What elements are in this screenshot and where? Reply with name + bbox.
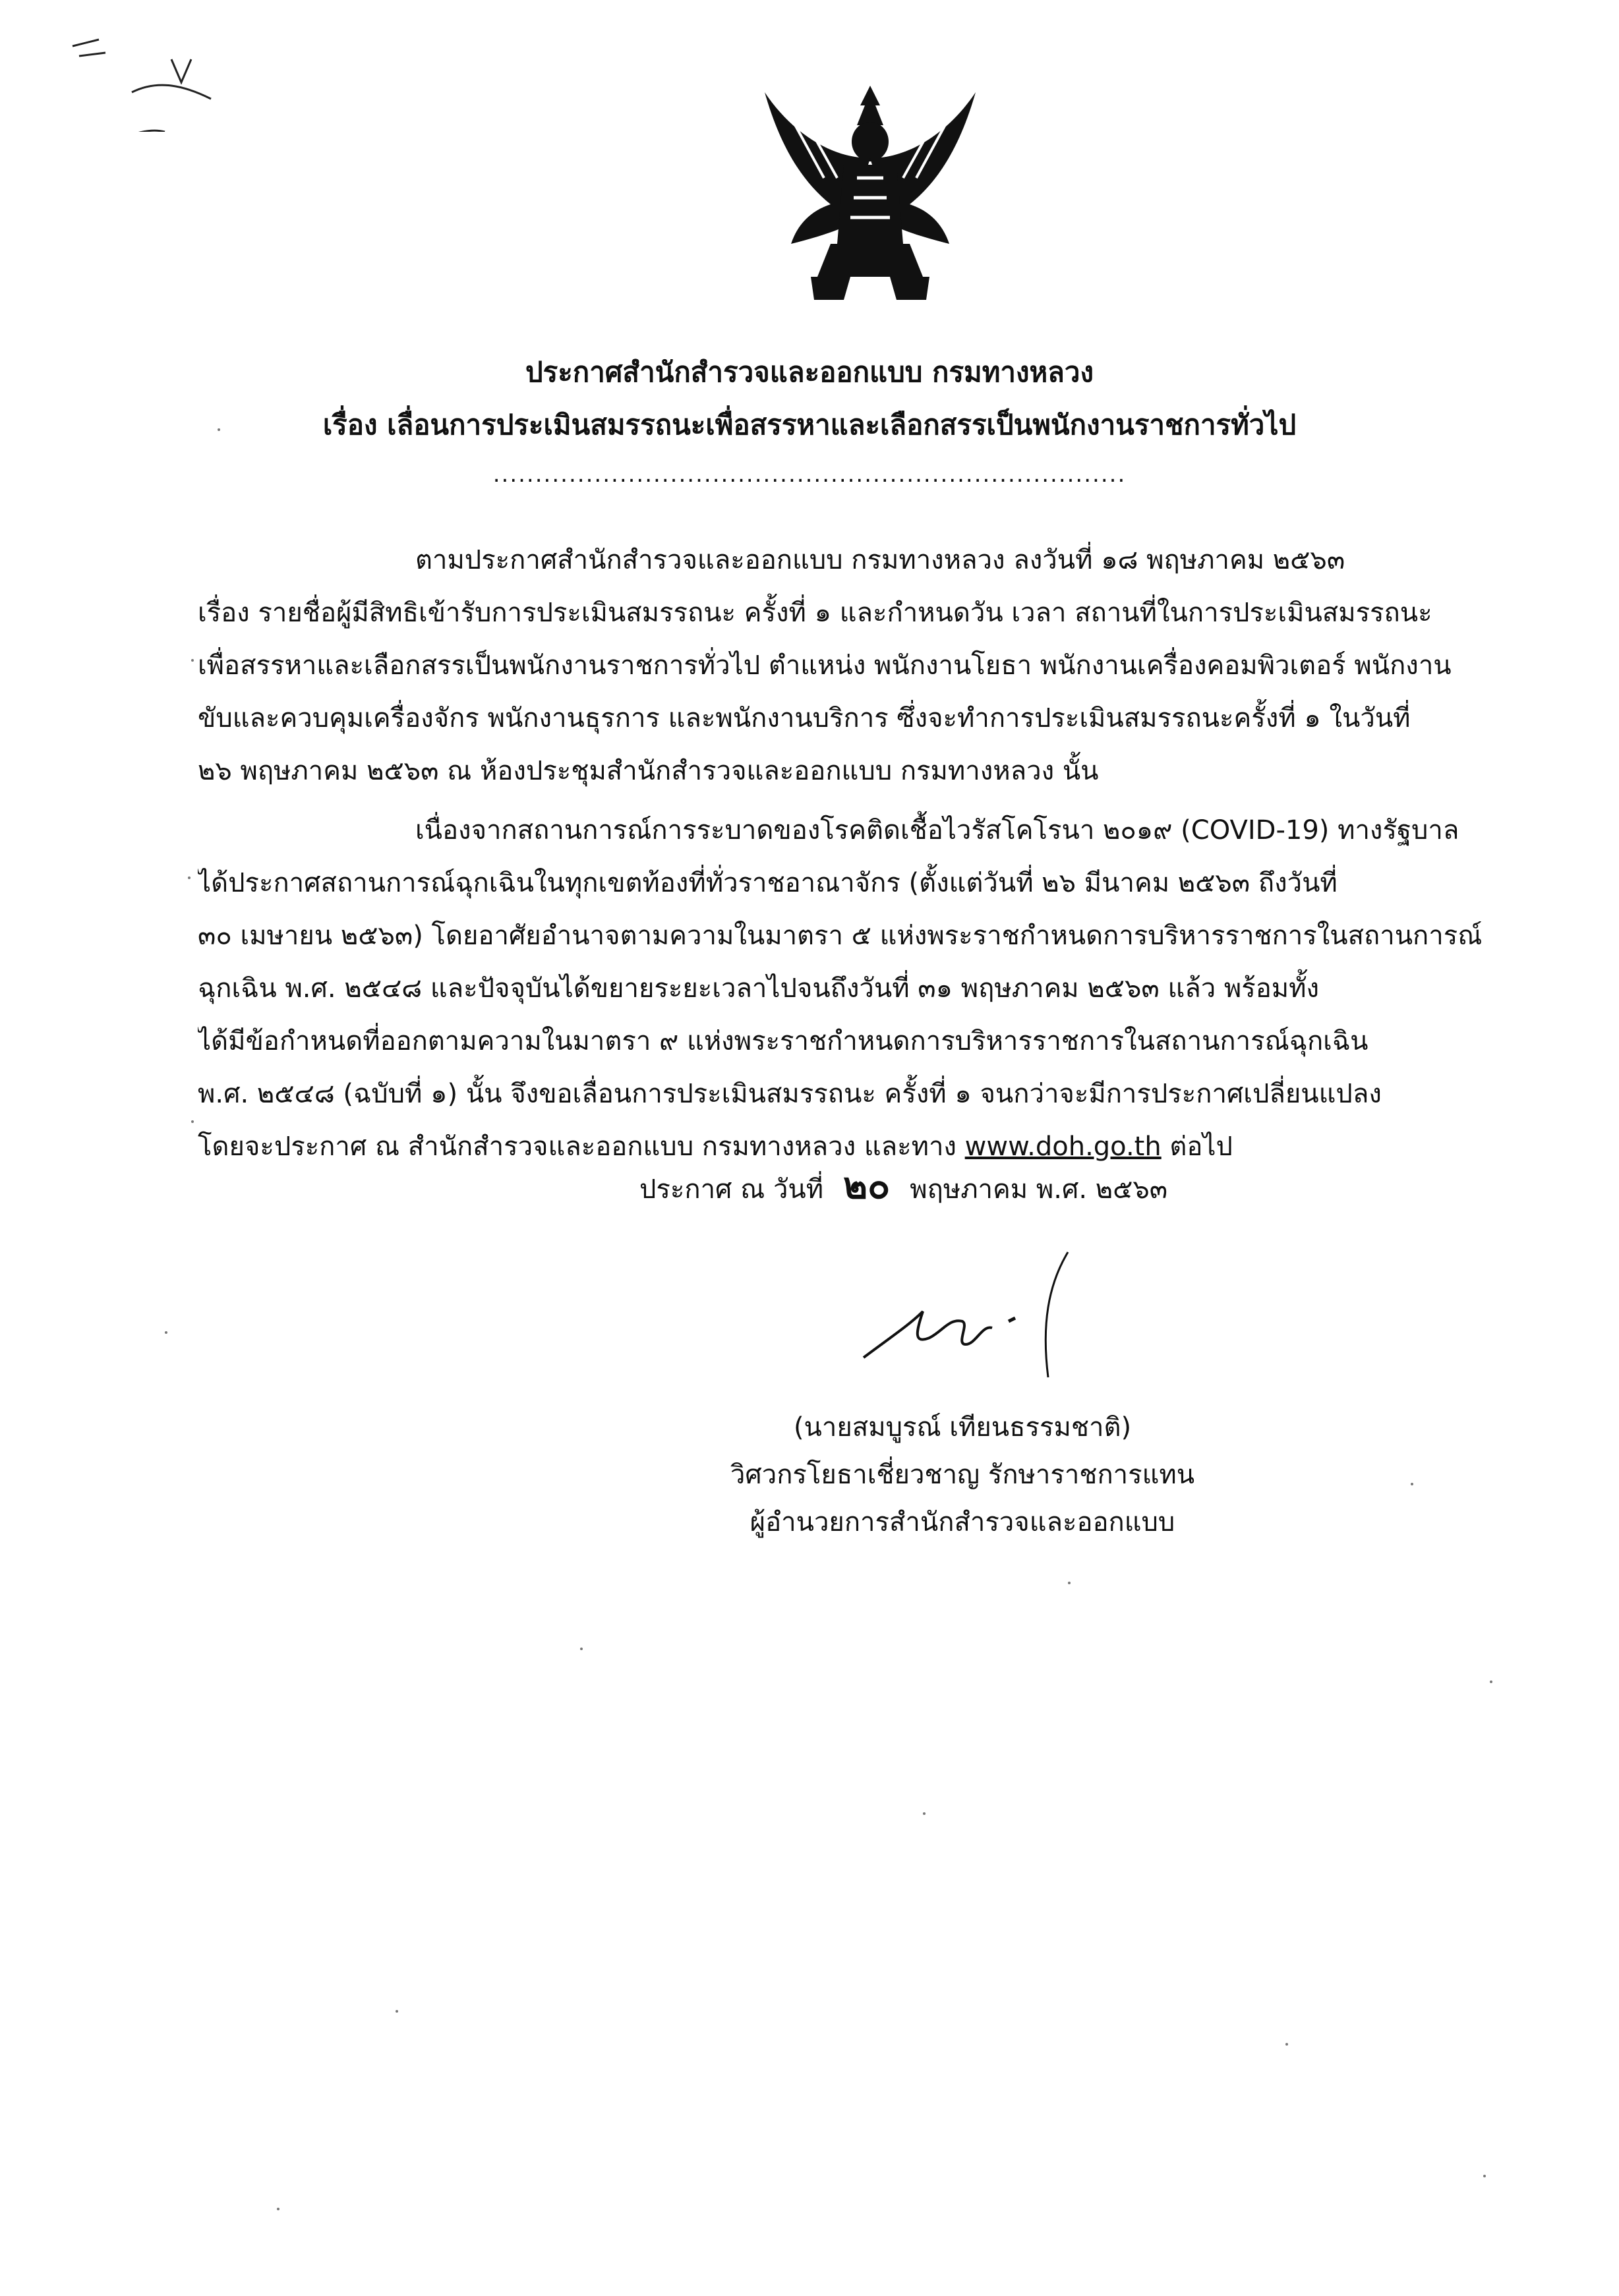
scan-speck bbox=[580, 1648, 583, 1650]
scan-speck bbox=[1285, 2043, 1288, 2046]
scan-speck bbox=[218, 428, 220, 431]
announcement-title: ประกาศสำนักสำรวจและออกแบบ กรมทางหลวง bbox=[525, 356, 1094, 388]
paragraph-2-text: โดยจะประกาศ ณ สำนักสำรวจและออกแบบ กรมทางหลวง และทาง bbox=[198, 1132, 965, 1162]
paragraph-1-line: ตามประกาศสำนักสำรวจและออกแบบ กรมทางหลวง ลงวันที่ ๑๘ พฤษภาคม ๒๕๖๓ bbox=[415, 545, 1345, 575]
paragraph-2-line: ได้ประกาศสถานการณ์ฉุกเฉินในทุกเขตท้องที่ทั่วราชอาณาจักร (ตั้งแต่วันที่ ๒๖ มีนาคม ๒๕๖๓ ถึงวันที่ bbox=[198, 868, 1338, 898]
date-prefix: ประกาศ ณ วันที่ bbox=[639, 1174, 824, 1205]
announcement-date bbox=[639, 1166, 1167, 1209]
signer-position: วิศวกรโยธาเชี่ยวชาญ รักษาราชการแทน bbox=[730, 1460, 1195, 1490]
website-link[interactable]: www.doh.go.th bbox=[964, 1132, 1162, 1162]
announcement-subject: เรื่อง เลื่อนการประเมินสมรรถนะเพื่อสรรหาและเลือกสรรเป็นพนักงานราชการทั่วไป bbox=[322, 409, 1297, 441]
handwritten-mark bbox=[59, 20, 231, 132]
scan-speck bbox=[1068, 1582, 1071, 1584]
scan-speck bbox=[923, 1812, 926, 1815]
paragraph-2-line: เนื่องจากสถานการณ์การระบาดของโรคติดเชื้อไวรัสโคโรนา ๒๐๑๙ (COVID-19) ทางรัฐบาล bbox=[415, 815, 1459, 846]
scan-speck bbox=[1490, 1680, 1492, 1683]
paragraph-1-line: ๒๖ พฤษภาคม ๒๕๖๓ ณ ห้องประชุมสำนักสำรวจและออกแบบ กรมทางหลวง นั้น bbox=[198, 756, 1099, 786]
signer-name: (นายสมบูรณ์ เทียนธรรมชาติ) bbox=[793, 1412, 1132, 1443]
garuda-emblem bbox=[751, 79, 989, 303]
paragraph-2-text: ต่อไป bbox=[1161, 1132, 1233, 1162]
title-separator: ........................................................................... bbox=[492, 461, 1127, 488]
paragraph-2-line: ๓๐ เมษายน ๒๕๖๓) โดยอาศัยอำนาจตามความในมาตรา ๕ แห่งพระราชกำหนดการบริหารราชการในสถานการณ์ bbox=[198, 921, 1483, 951]
paragraph-2 bbox=[198, 804, 1503, 1173]
scan-speck bbox=[191, 659, 194, 662]
paragraph-2-line: ฉุกเฉิน พ.ศ. ๒๕๔๘ และปัจจุบันได้ขยายระยะเวลาไปจนถึงวันที่ ๓๑ พฤษภาคม ๒๕๖๓ แล้ว พร้อมทั้ง bbox=[198, 973, 1320, 1004]
scan-speck bbox=[1411, 1483, 1413, 1485]
paragraph-1-line: ขับและควบคุมเครื่องจักร พนักงานธุรการ และพนักงานบริการ ซึ่งจะทำการประเมินสมรรถนะครั้งที่ ๑ ในวันที่ bbox=[198, 703, 1411, 733]
scan-speck bbox=[165, 1331, 167, 1334]
scan-speck bbox=[188, 876, 191, 879]
scan-speck bbox=[396, 2010, 398, 2013]
date-suffix: พฤษภาคม พ.ศ. ๒๕๖๓ bbox=[910, 1174, 1168, 1205]
paragraph-1-line: เพื่อสรรหาและเลือกสรรเป็นพนักงานราชการทั่วไป ตำแหน่ง พนักงานโยธา พนักงานเครื่องคอมพิวเตอร์ พนักงาน bbox=[198, 650, 1452, 681]
paragraph-1 bbox=[198, 534, 1503, 797]
paragraph-2-line: ได้มีข้อกำหนดที่ออกตามความในมาตรา ๙ แห่งพระราชกำหนดการบริหารราชการในสถานการณ์ฉุกเฉิน bbox=[198, 1026, 1369, 1056]
date-day: ๒๐ bbox=[843, 1164, 891, 1207]
scan-speck bbox=[1483, 2175, 1486, 2177]
scan-speck bbox=[277, 2208, 280, 2210]
signer-office: ผู้อำนวยการสำนักสำรวจและออกแบบ bbox=[750, 1507, 1175, 1537]
paragraph-1-line: เรื่อง รายชื่อผู้มีสิทธิเข้ารับการประเมินสมรรถนะ ครั้งที่ ๑ และกำหนดวัน เวลา สถานที่ในการประเมินสมรรถนะ bbox=[198, 598, 1432, 628]
paragraph-2-line: พ.ศ. ๒๕๔๘ (ฉบับที่ ๑) นั้น จึงขอเลื่อนการประเมินสมรรถนะ ครั้งที่ ๑ จนกว่าจะมีการประกาศเปลี่ยนแปลง bbox=[198, 1079, 1382, 1109]
scan-speck bbox=[191, 1120, 194, 1123]
signature-mark bbox=[850, 1246, 1074, 1397]
